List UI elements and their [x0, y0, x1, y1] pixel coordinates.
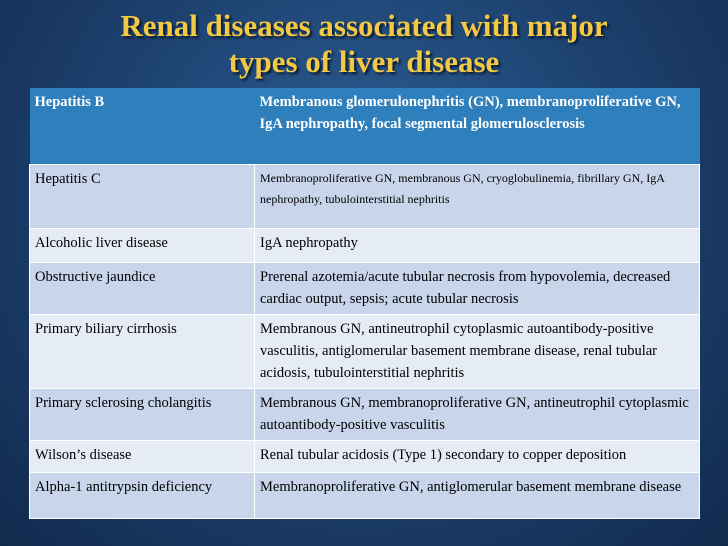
table-row — [30, 473, 700, 519]
liver-disease-cell: Obstructive jaundice — [30, 263, 255, 315]
renal-disease-cell: IgA nephropathy — [255, 229, 700, 263]
renal-disease-cell: Membranous glomerulonephritis (GN), membranoproliferative GN, IgA nephropathy, focal segmental glomerulosclerosis — [255, 88, 700, 165]
renal-disease-cell: Renal tubular acidosis (Type 1) secondary to copper deposition — [255, 441, 700, 473]
renal-disease-cell: Membranoproliferative GN, membranous GN, cryoglobulinemia, fibrillary GN, IgA nephropathy, tubulointerstitial nephritis — [255, 165, 700, 229]
liver-disease-cell: Primary biliary cirrhosis — [30, 315, 255, 389]
table-row — [30, 389, 700, 441]
renal-disease-cell: Membranous GN, membranoproliferative GN, antineutrophil cytoplasmic autoantibody-positive vasculitis — [255, 389, 700, 441]
liver-disease-cell: Alcoholic liver disease — [30, 229, 255, 263]
liver-disease-cell: Hepatitis C — [30, 165, 255, 229]
renal-disease-cell: Membranous GN, antineutrophil cytoplasmic autoantibody-positive vasculitis, antiglomerular basement membrane disease, renal tubular acidosis, tubulointerstitial nephritis — [255, 315, 700, 389]
table-row — [30, 88, 700, 165]
slide-title-line-2: types of liver disease — [228, 44, 500, 79]
table-row — [30, 165, 700, 229]
liver-renal-table — [29, 88, 700, 519]
table-row — [30, 229, 700, 263]
table-row — [30, 315, 700, 389]
slide-title-line-1: Renal diseases associated with major — [120, 8, 608, 43]
slide-title — [0, 8, 728, 80]
liver-disease-cell: Wilson’s disease — [30, 441, 255, 473]
liver-disease-cell: Hepatitis B — [30, 88, 255, 165]
renal-disease-cell: Prerenal azotemia/acute tubular necrosis from hypovolemia, decreased cardiac output, sepsis; acute tubular necrosis — [255, 263, 700, 315]
renal-disease-cell: Membranoproliferative GN, antiglomerular basement membrane disease — [255, 473, 700, 519]
liver-disease-cell: Primary sclerosing cholangitis — [30, 389, 255, 441]
table-row — [30, 263, 700, 315]
table-row — [30, 441, 700, 473]
liver-disease-cell: Alpha-1 antitrypsin deficiency — [30, 473, 255, 519]
